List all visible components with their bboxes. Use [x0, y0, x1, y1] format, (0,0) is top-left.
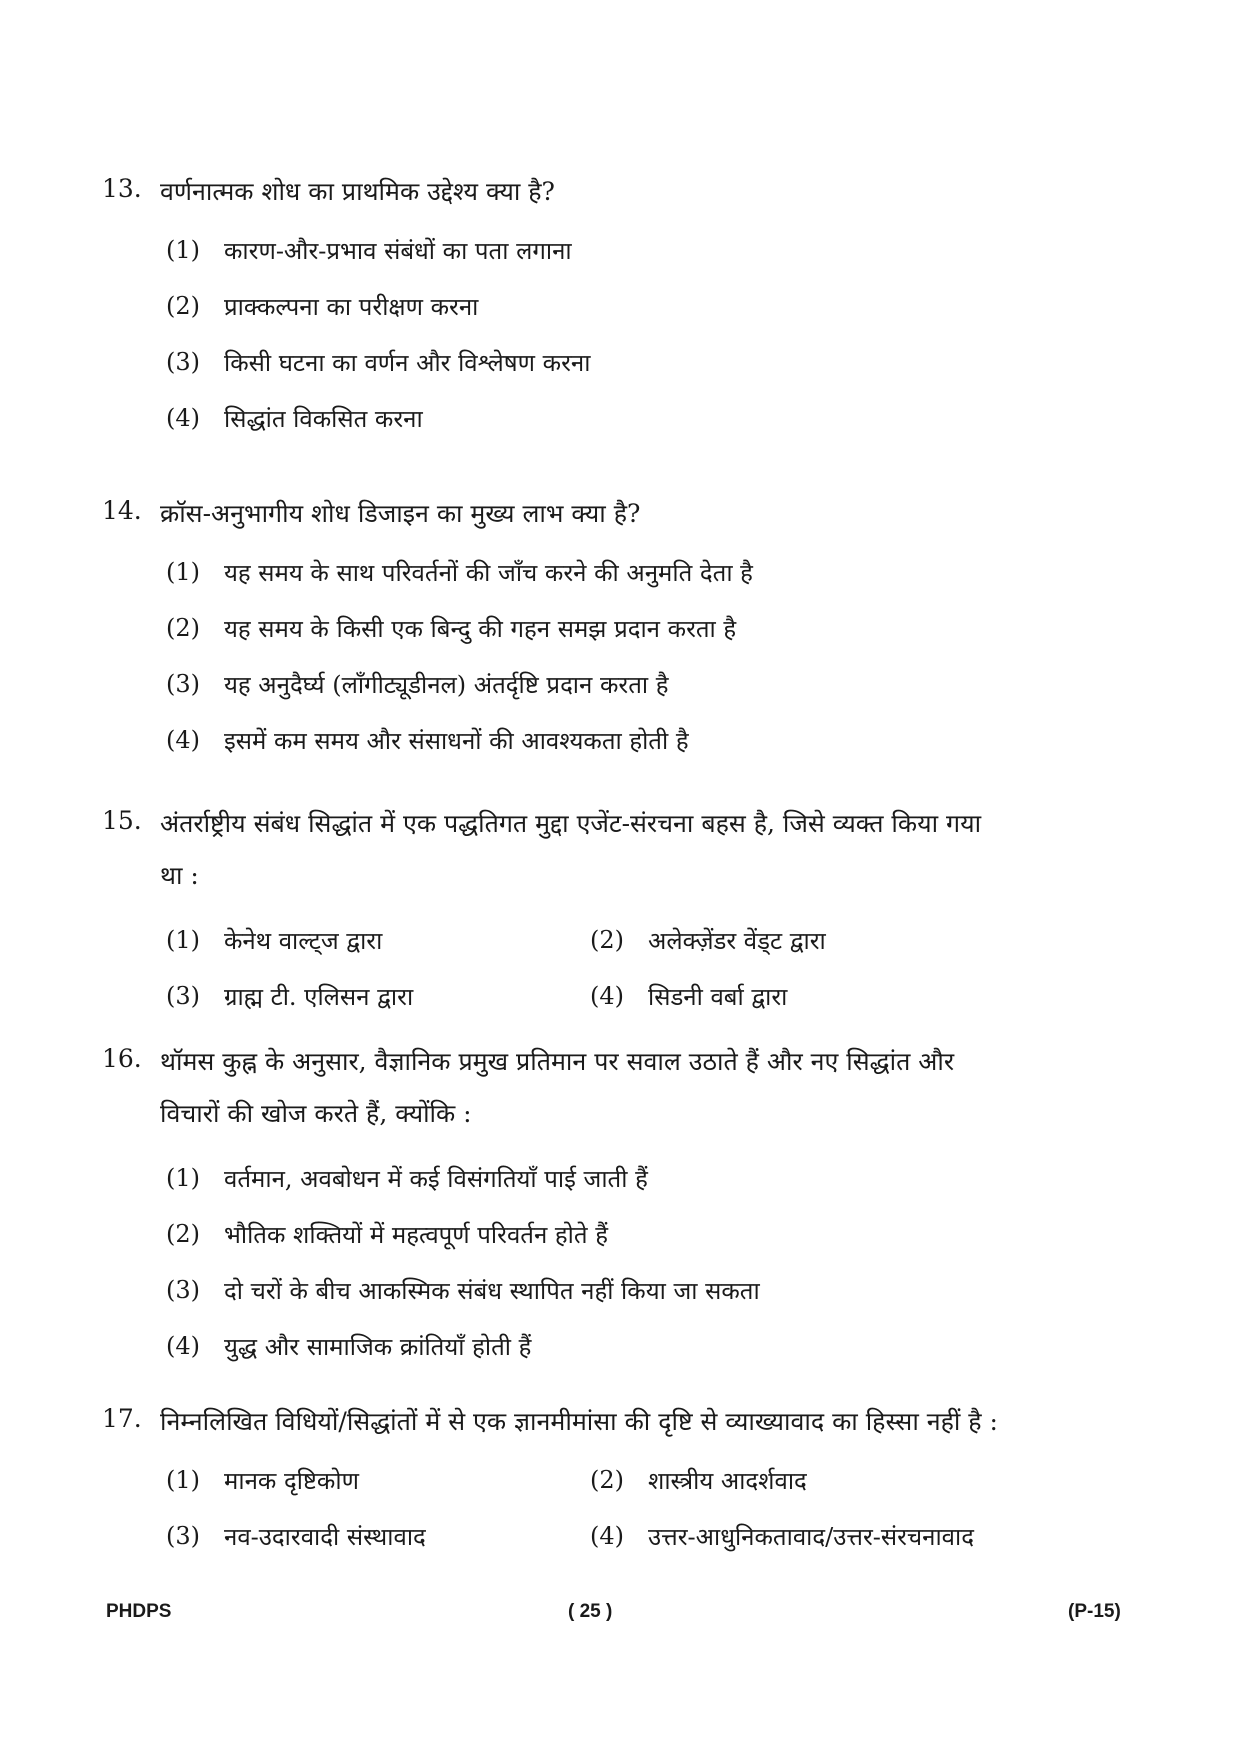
option-4	[102, 974, 1142, 1030]
options-list	[102, 918, 1142, 1030]
option-number: (4)	[590, 982, 624, 1010]
question-number: 14.	[102, 496, 142, 525]
option-number: (3)	[166, 1276, 200, 1304]
option-number: (4)	[166, 726, 200, 754]
option-text: मानक दृष्टिकोण	[224, 1467, 359, 1495]
option-1	[102, 228, 1142, 284]
option-1	[102, 1156, 1142, 1212]
option-number: (2)	[166, 292, 200, 320]
option-text: केनेथ वाल्ट्ज द्वारा	[224, 927, 383, 955]
option-4	[102, 718, 1142, 774]
question-number: 17.	[102, 1404, 142, 1433]
option-text: उत्तर-आधुनिकतावाद/उत्तर-संरचनावाद	[648, 1523, 974, 1551]
option-1	[102, 550, 1142, 606]
question-text-line-2: विचारों की खोज करते हैं, क्योंकि :	[160, 1099, 472, 1128]
options-list	[102, 550, 1142, 774]
question-number: 13.	[102, 174, 142, 203]
option-4	[102, 396, 1142, 452]
option-text: यह समय के किसी एक बिन्दु की गहन समझ प्रदान करता है	[224, 615, 737, 643]
question-text: निम्नलिखित विधियों/सिद्धांतों में से एक ज्ञानमीमांसा की दृष्टि से व्याख्यावाद का हिस्सा नहीं है :	[160, 1407, 998, 1436]
option-2	[102, 606, 1142, 662]
option-text: सिडनी वर्बा द्वारा	[648, 983, 788, 1011]
option-number: (3)	[166, 982, 200, 1010]
option-2	[102, 284, 1142, 340]
option-text: भौतिक शक्तियों में महत्वपूर्ण परिवर्तन होते हैं	[224, 1221, 608, 1249]
question-16	[102, 1036, 1142, 1380]
question-14	[102, 494, 1142, 774]
question-text	[160, 798, 1142, 902]
question-number: 16.	[102, 1044, 142, 1073]
option-text: वर्तमान, अवबोधन में कई विसंगतियाँ पाई जाती हैं	[224, 1165, 648, 1193]
option-number: (1)	[166, 1164, 200, 1192]
options-list	[102, 228, 1142, 452]
option-text: दो चरों के बीच आकस्मिक संबंध स्थापित नहीं किया जा सकता	[224, 1277, 760, 1305]
option-number: (1)	[166, 558, 200, 586]
option-number: (4)	[590, 1522, 624, 1550]
option-text: युद्ध और सामाजिक क्रांतियाँ होती हैं	[224, 1333, 532, 1361]
option-number: (1)	[166, 1466, 200, 1494]
question-text-line-1: थॉमस कुह्न के अनुसार, वैज्ञानिक प्रमुख प्रतिमान पर सवाल उठाते हैं और नए सिद्धांत और	[160, 1047, 955, 1076]
option-2	[102, 1212, 1142, 1268]
option-number: (3)	[166, 348, 200, 376]
option-number: (1)	[166, 236, 200, 264]
question-15	[102, 798, 1142, 1030]
option-4	[102, 1514, 1142, 1570]
options-list	[102, 1458, 1142, 1570]
question-text	[160, 1036, 1142, 1140]
options-list	[102, 1156, 1142, 1380]
option-number: (4)	[166, 1332, 200, 1360]
option-number: (4)	[166, 404, 200, 432]
option-4	[102, 1324, 1142, 1380]
option-number: (2)	[166, 1220, 200, 1248]
option-text: इसमें कम समय और संसाधनों की आवश्यकता होती है	[224, 727, 689, 755]
option-number: (3)	[166, 670, 200, 698]
options-row	[102, 1514, 1142, 1570]
question-text: वर्णनात्मक शोध का प्राथमिक उद्देश्य क्या है?	[160, 177, 555, 206]
option-text: शास्त्रीय आदर्शवाद	[648, 1467, 807, 1495]
footer-set: (P-15)	[1068, 1601, 1121, 1622]
option-text: यह अनुदैर्घ्य (लॉंगीट्यूडीनल) अंतर्दृष्टि प्रदान करता है	[224, 671, 669, 699]
question-text: क्रॉस-अनुभागीय शोध डिजाइन का मुख्य लाभ क्या है?	[160, 499, 641, 528]
footer-page-number: ( 25 )	[568, 1601, 613, 1622]
option-3	[102, 662, 1142, 718]
option-text: कारण-और-प्रभाव संबंधों का पता लगाना	[224, 237, 572, 265]
option-3	[102, 340, 1142, 396]
options-row	[102, 974, 1142, 1030]
option-text: यह समय के साथ परिवर्तनों की जाँच करने की अनुमति देता है	[224, 559, 753, 587]
option-3	[102, 1268, 1142, 1324]
option-text: प्राक्कल्पना का परीक्षण करना	[224, 293, 479, 321]
question-number: 15.	[102, 806, 142, 835]
option-number: (2)	[590, 926, 624, 954]
option-text: नव-उदारवादी संस्थावाद	[224, 1523, 426, 1551]
option-number: (2)	[166, 614, 200, 642]
question-17	[102, 1402, 1142, 1570]
option-number: (2)	[590, 1466, 624, 1494]
option-2	[102, 1458, 1142, 1514]
footer-code: PHDPS	[106, 1601, 172, 1622]
option-number: (3)	[166, 1522, 200, 1550]
options-row	[102, 918, 1142, 974]
option-2	[102, 918, 1142, 974]
options-row	[102, 1458, 1142, 1514]
question-text-line-2: था :	[160, 861, 199, 890]
question-13	[102, 172, 1142, 452]
option-number: (1)	[166, 926, 200, 954]
option-text: सिद्धांत विकसित करना	[224, 405, 423, 433]
option-text: अलेक्ज़ेंडर वेंड्ट द्वारा	[648, 927, 826, 955]
option-text: ग्राह्म टी. एलिसन द्वारा	[224, 983, 414, 1011]
option-text: किसी घटना का वर्णन और विश्लेषण करना	[224, 349, 591, 377]
question-text-line-1: अंतर्राष्ट्रीय संबंध सिद्धांत में एक पद्धतिगत मुद्दा एजेंट-संरचना बहस है, जिसे व्यक्त किया गया	[160, 809, 982, 838]
